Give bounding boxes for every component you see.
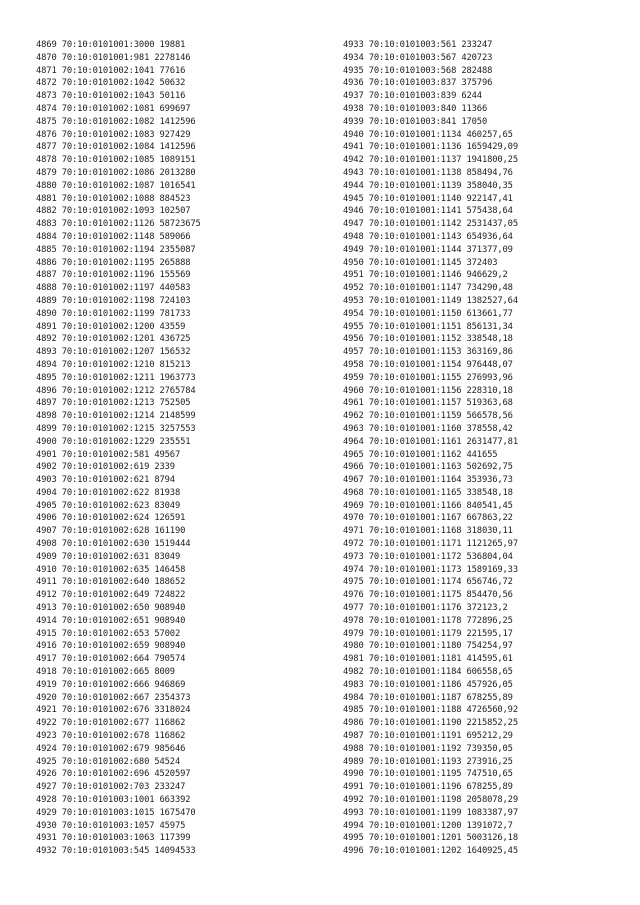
list-item: 4894 70:10:0101002:1210 815213 <box>36 359 191 370</box>
list-item: 4981 70:10:0101001:1181 414595,61 <box>343 654 513 665</box>
list-item: 4933 70:10:0101003:561 233247 <box>343 40 493 50</box>
list-item: 4971 70:10:0101001:1168 318030,11 <box>343 526 513 537</box>
left-column <box>36 39 201 858</box>
list-item: 4940 70:10:0101001:1134 460257,65 <box>343 129 513 140</box>
list-item: 4945 70:10:0101001:1140 922147,41 <box>343 193 513 204</box>
list-item: 4954 70:10:0101001:1150 613661,77 <box>343 308 513 319</box>
list-item: 4960 70:10:0101001:1156 228310,18 <box>343 385 513 396</box>
list-item: 4877 70:10:0101002:1084 1412596 <box>36 142 196 153</box>
list-item: 4876 70:10:0101002:1083 927429 <box>36 129 191 140</box>
list-item: 4892 70:10:0101002:1201 436725 <box>36 334 191 345</box>
list-item: 4919 70:10:0101002:666 946869 <box>36 679 186 690</box>
list-item: 4874 70:10:0101002:1081 699697 <box>36 103 191 114</box>
list-item: 4930 70:10:0101003:1057 45975 <box>36 820 186 831</box>
list-item: 4907 70:10:0101002:628 161190 <box>36 526 186 537</box>
list-item: 4959 70:10:0101001:1155 276993,96 <box>343 372 513 383</box>
list-item: 4873 70:10:0101002:1043 50116 <box>36 91 186 102</box>
list-item: 4972 70:10:0101001:1171 1121265,97 <box>343 539 518 550</box>
list-item: 4898 70:10:0101002:1214 2148599 <box>36 411 196 422</box>
list-item: 4996 70:10:0101001:1202 1640925,45 <box>343 846 518 857</box>
list-item: 4926 70:10:0101002:696 4520597 <box>36 769 191 780</box>
list-item: 4913 70:10:0101002:650 908940 <box>36 603 186 614</box>
list-item: 4889 70:10:0101002:1198 724103 <box>36 295 191 306</box>
list-item: 4974 70:10:0101001:1173 1589169,33 <box>343 564 518 575</box>
list-item: 4944 70:10:0101001:1139 358040,35 <box>343 180 513 191</box>
list-item: 4878 70:10:0101002:1085 1089151 <box>36 155 196 166</box>
list-item: 4884 70:10:0101002:1148 589066 <box>36 231 191 242</box>
list-item: 4886 70:10:0101002:1195 265888 <box>36 257 191 268</box>
list-item: 4983 70:10:0101001:1186 457926,05 <box>343 679 513 690</box>
list-item: 4880 70:10:0101002:1087 1016541 <box>36 180 196 191</box>
list-item: 4948 70:10:0101001:1143 654936,64 <box>343 231 513 242</box>
list-item: 4900 70:10:0101002:1229 235551 <box>36 436 191 447</box>
list-item: 4970 70:10:0101001:1167 667863,22 <box>343 513 513 524</box>
list-item: 4911 70:10:0101002:640 188652 <box>36 577 186 588</box>
list-item: 4939 70:10:0101003:841 17050 <box>343 116 488 127</box>
list-item: 4910 70:10:0101002:635 146458 <box>36 564 186 575</box>
list-item: 4987 70:10:0101001:1191 695212,29 <box>343 731 513 742</box>
list-item: 4980 70:10:0101001:1180 754254,97 <box>343 641 513 652</box>
list-item: 4973 70:10:0101001:1172 536804,04 <box>343 551 513 562</box>
list-item: 4896 70:10:0101002:1212 2765784 <box>36 385 196 396</box>
list-item: 4897 70:10:0101002:1213 752505 <box>36 398 191 409</box>
list-item: 4992 70:10:0101001:1198 2058078,29 <box>343 795 518 806</box>
list-item: 4985 70:10:0101001:1188 4726560,92 <box>343 705 518 716</box>
list-item: 4994 70:10:0101001:1200 1391072,7 <box>343 820 513 831</box>
right-column <box>343 39 518 858</box>
list-item: 4991 70:10:0101001:1196 678255,89 <box>343 782 513 793</box>
list-item: 4882 70:10:0101002:1093 102507 <box>36 206 191 217</box>
list-item: 4982 70:10:0101001:1184 606558,65 <box>343 667 513 678</box>
list-item: 4883 70:10:0101002:1126 58723675 <box>36 219 201 230</box>
list-item: 4875 70:10:0101002:1082 1412596 <box>36 116 196 127</box>
list-item: 4914 70:10:0101002:651 908940 <box>36 615 186 626</box>
list-item: 4912 70:10:0101002:649 724822 <box>36 590 186 601</box>
list-item: 4957 70:10:0101001:1153 363169,86 <box>343 347 513 358</box>
list-item: 4938 70:10:0101003:840 11366 <box>343 103 488 114</box>
list-item: 4979 70:10:0101001:1179 221595,17 <box>343 628 513 639</box>
list-item: 4964 70:10:0101001:1161 2631477,81 <box>343 436 518 447</box>
list-item: 4968 70:10:0101001:1165 338548,18 <box>343 487 513 498</box>
list-item: 4967 70:10:0101001:1164 353936,73 <box>343 475 513 486</box>
list-item: 4955 70:10:0101001:1151 856131,34 <box>343 321 513 332</box>
list-item: 4915 70:10:0101002:653 57002 <box>36 628 181 639</box>
list-item: 4990 70:10:0101001:1195 747510,65 <box>343 769 513 780</box>
list-item: 4965 70:10:0101001:1162 441655 <box>343 449 498 460</box>
list-item: 4988 70:10:0101001:1192 739350,05 <box>343 743 513 754</box>
list-item: 4923 70:10:0101002:678 116862 <box>36 731 186 742</box>
list-item: 4893 70:10:0101002:1207 156532 <box>36 347 191 358</box>
list-item: 4922 70:10:0101002:677 116862 <box>36 718 186 729</box>
list-item: 4963 70:10:0101001:1160 378558,42 <box>343 423 513 434</box>
list-item: 4931 70:10:0101003:1063 117399 <box>36 833 191 844</box>
list-item: 4951 70:10:0101001:1146 946629,2 <box>343 270 508 281</box>
list-item: 4969 70:10:0101001:1166 840541,45 <box>343 500 513 511</box>
list-item: 4949 70:10:0101001:1144 371377,09 <box>343 244 513 255</box>
list-item: 4881 70:10:0101002:1088 884523 <box>36 193 191 204</box>
list-item: 4942 70:10:0101001:1137 1941800,25 <box>343 155 518 166</box>
list-item: 4946 70:10:0101001:1141 575438,64 <box>343 206 513 217</box>
list-item: 4958 70:10:0101001:1154 976448,07 <box>343 359 513 370</box>
list-item: 4925 70:10:0101002:680 54524 <box>36 756 181 767</box>
list-item: 4935 70:10:0101003:568 282488 <box>343 65 493 76</box>
list-item: 4899 70:10:0101002:1215 3257553 <box>36 423 196 434</box>
list-item: 4870 70:10:0101001:981 2278146 <box>36 52 191 63</box>
list-item: 4918 70:10:0101002:665 8009 <box>36 667 175 678</box>
list-item: 4916 70:10:0101002:659 908940 <box>36 641 186 652</box>
list-item: 4989 70:10:0101001:1193 273916,25 <box>343 756 513 767</box>
list-item: 4908 70:10:0101002:630 1519444 <box>36 539 191 550</box>
list-item: 4885 70:10:0101002:1194 2355087 <box>36 244 196 255</box>
list-item: 4962 70:10:0101001:1159 566578,56 <box>343 411 513 422</box>
list-item: 4978 70:10:0101001:1178 772896,25 <box>343 615 513 626</box>
list-item: 4956 70:10:0101001:1152 338548,18 <box>343 334 513 345</box>
list-item: 4975 70:10:0101001:1174 656746,72 <box>343 577 513 588</box>
list-item: 4961 70:10:0101001:1157 519363,68 <box>343 398 513 409</box>
list-item: 4917 70:10:0101002:664 790574 <box>36 654 186 665</box>
list-item: 4953 70:10:0101001:1149 1382527,64 <box>343 295 518 306</box>
list-item: 4927 70:10:0101002:703 233247 <box>36 782 186 793</box>
list-item: 4929 70:10:0101003:1015 1675470 <box>36 807 196 818</box>
list-item: 4984 70:10:0101001:1187 678255,89 <box>343 692 513 703</box>
list-item: 4937 70:10:0101003:839 6244 <box>343 91 482 102</box>
list-item: 4976 70:10:0101001:1175 854470,56 <box>343 590 513 601</box>
list-item: 4903 70:10:0101002:621 8794 <box>36 475 175 486</box>
list-item: 4906 70:10:0101002:624 126591 <box>36 513 186 524</box>
list-item: 4941 70:10:0101001:1136 1659429,09 <box>343 142 518 153</box>
list-item: 4966 70:10:0101001:1163 502692,75 <box>343 462 513 473</box>
list-item: 4871 70:10:0101002:1041 77616 <box>36 65 186 76</box>
list-item: 4934 70:10:0101003:567 420723 <box>343 52 493 63</box>
list-item: 4905 70:10:0101002:623 83049 <box>36 500 181 511</box>
list-item: 4924 70:10:0101002:679 985646 <box>36 743 186 754</box>
list-item: 4977 70:10:0101001:1176 372123,2 <box>343 603 508 614</box>
list-item: 4986 70:10:0101001:1190 2215852,25 <box>343 718 518 729</box>
list-item: 4890 70:10:0101002:1199 781733 <box>36 308 191 319</box>
list-item: 4950 70:10:0101001:1145 372403 <box>343 257 498 268</box>
list-item: 4932 70:10:0101003:545 14094533 <box>36 846 196 857</box>
list-item: 4887 70:10:0101002:1196 155569 <box>36 270 191 281</box>
list-item: 4904 70:10:0101002:622 81938 <box>36 487 181 498</box>
list-item: 4952 70:10:0101001:1147 734290,48 <box>343 283 513 294</box>
list-item: 4869 70:10:0101001:3000 19881 <box>36 40 186 50</box>
list-item: 4920 70:10:0101002:667 2354373 <box>36 692 191 703</box>
list-item: 4888 70:10:0101002:1197 440583 <box>36 283 191 294</box>
list-item: 4947 70:10:0101001:1142 2531437,05 <box>343 219 518 230</box>
list-item: 4936 70:10:0101003:837 375796 <box>343 78 493 89</box>
list-item: 4995 70:10:0101001:1201 5003126,18 <box>343 833 518 844</box>
list-item: 4895 70:10:0101002:1211 1963773 <box>36 372 196 383</box>
list-item: 4909 70:10:0101002:631 83049 <box>36 551 181 562</box>
list-item: 4928 70:10:0101003:1001 663392 <box>36 795 191 806</box>
list-item: 4902 70:10:0101002:619 2339 <box>36 462 175 473</box>
list-item: 4872 70:10:0101002:1042 50632 <box>36 78 186 89</box>
list-item: 4891 70:10:0101002:1200 43559 <box>36 321 186 332</box>
list-item: 4993 70:10:0101001:1199 1083387,97 <box>343 807 518 818</box>
list-item: 4943 70:10:0101001:1138 858494,76 <box>343 167 513 178</box>
list-item: 4901 70:10:0101002:581 49567 <box>36 449 181 460</box>
list-item: 4879 70:10:0101002:1086 2013280 <box>36 167 196 178</box>
list-item: 4921 70:10:0101002:676 3318024 <box>36 705 191 716</box>
